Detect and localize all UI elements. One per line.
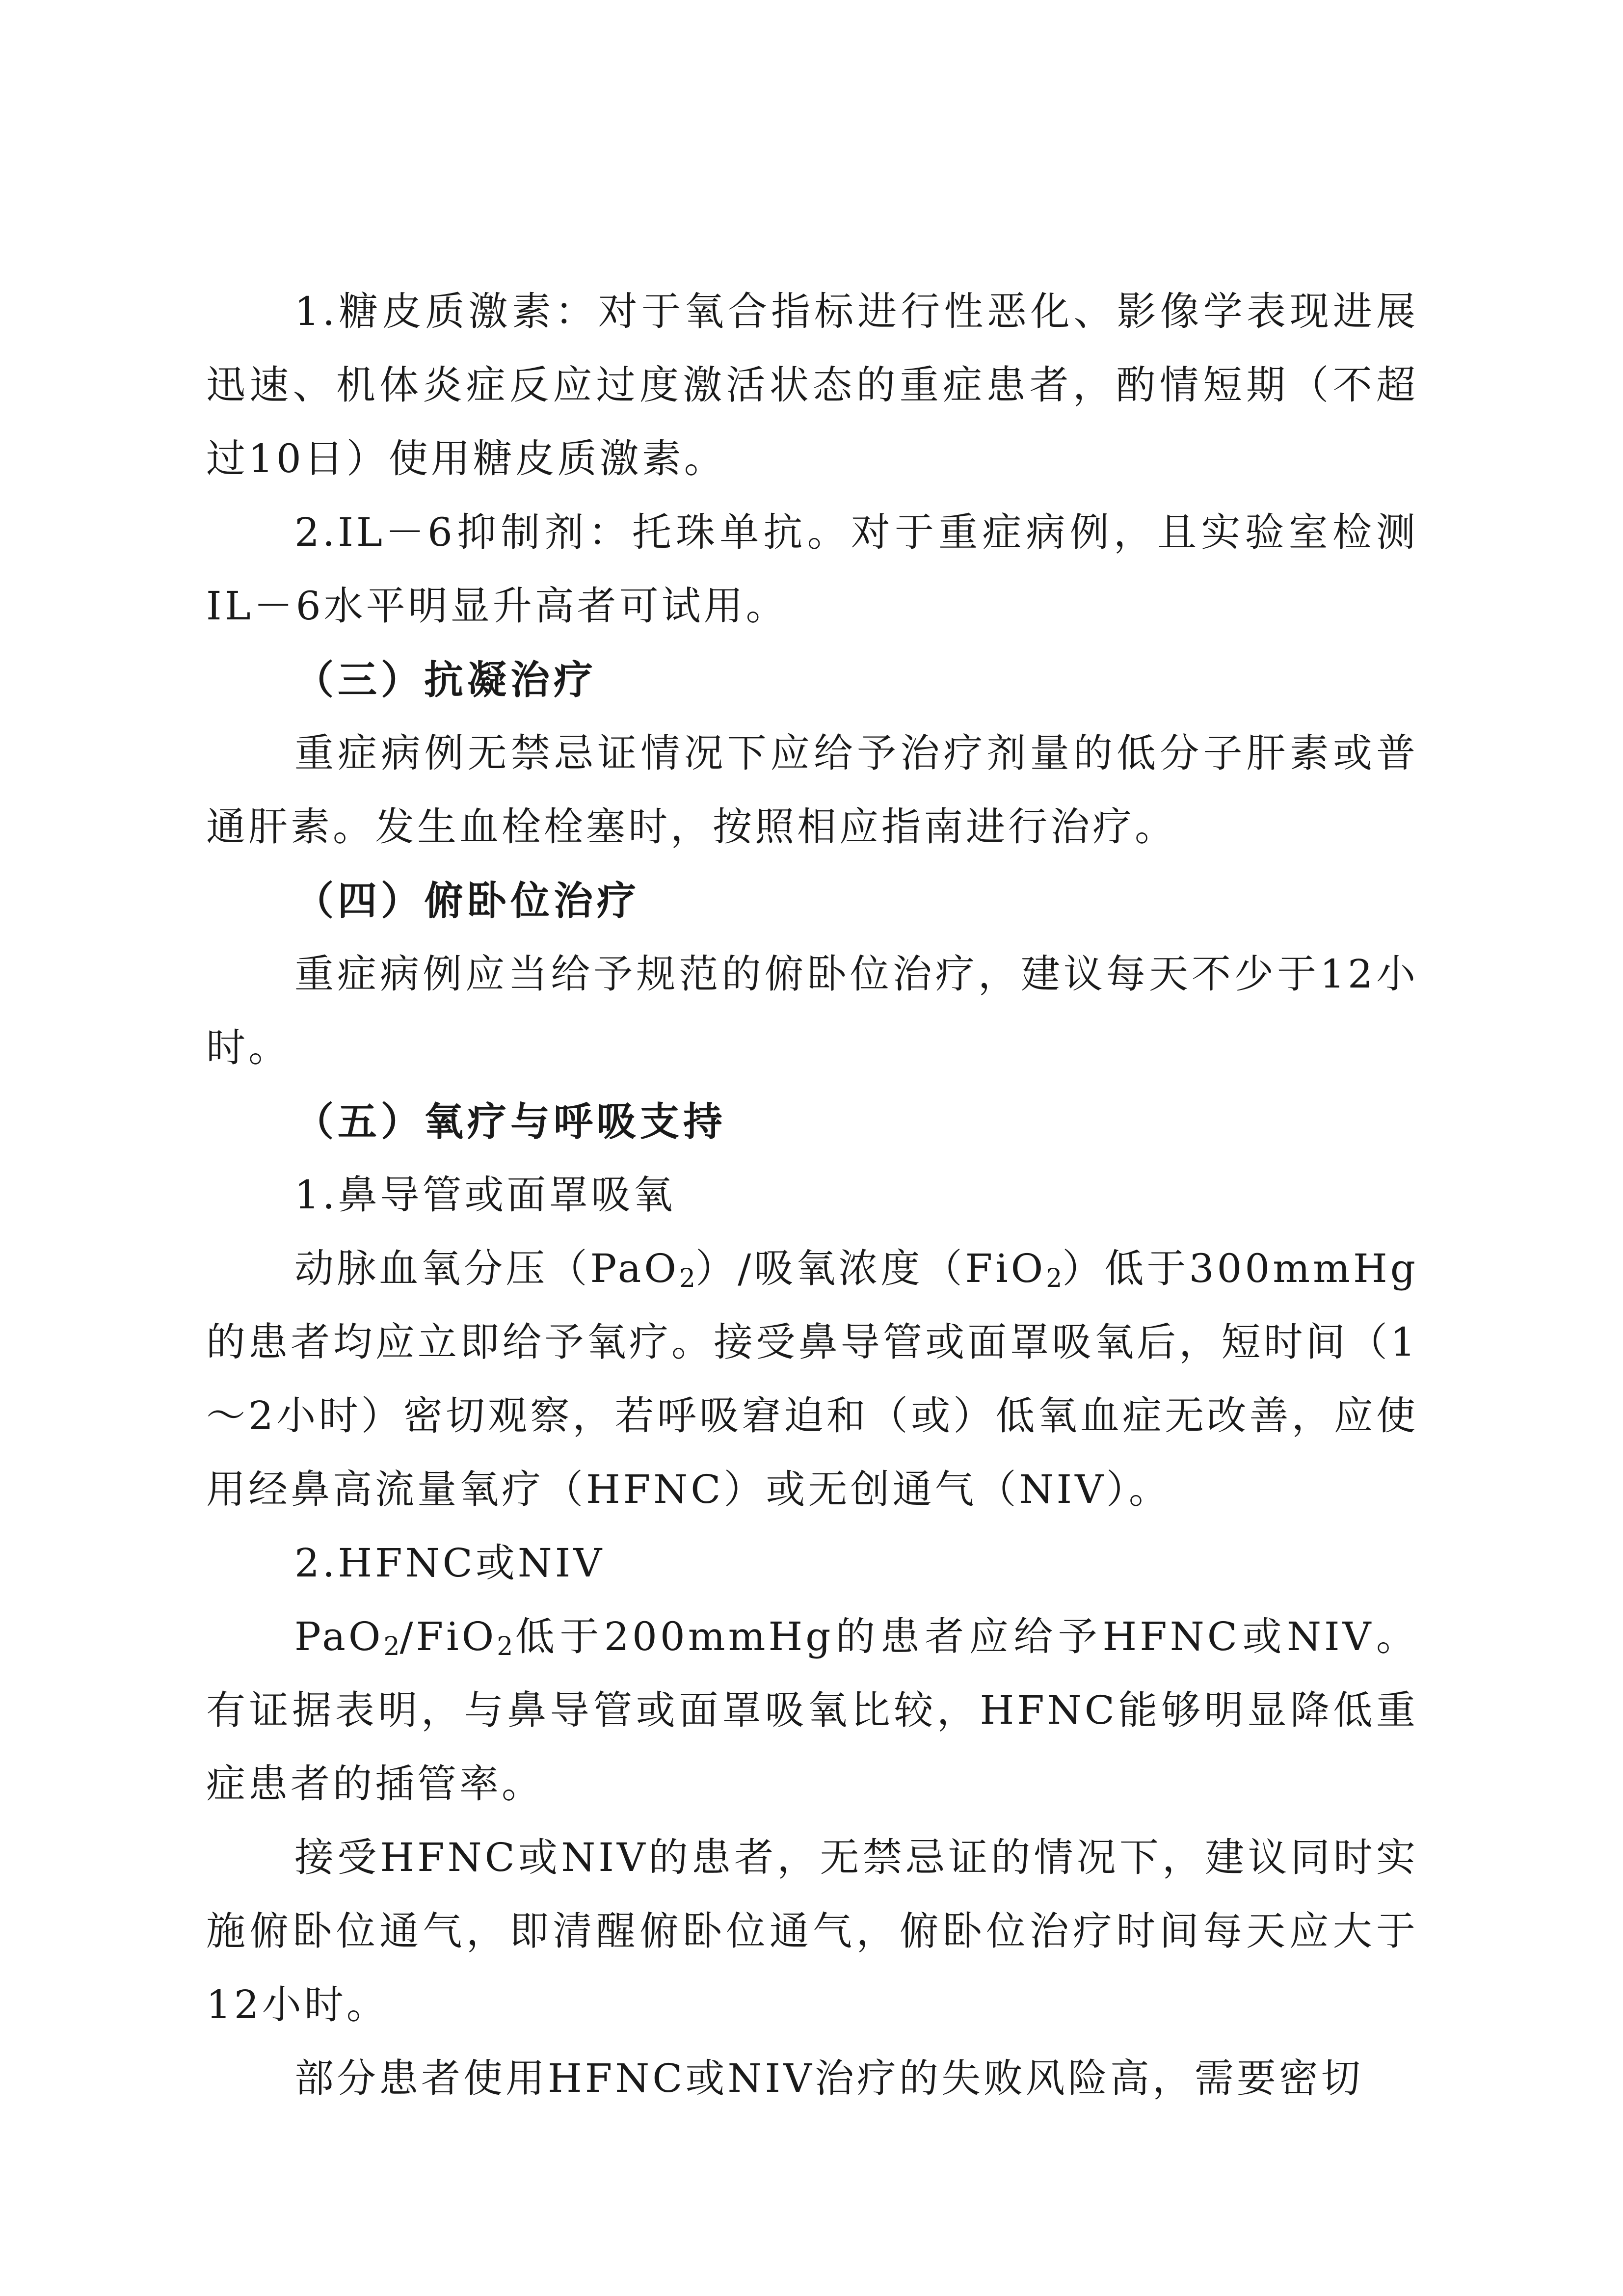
text-run: PaO [294, 1614, 384, 1659]
text-run: ）低于300mmHg的患者均应立即给予氧疗。接受鼻导管或面罩吸氧后，短时间（1～2小时）密切观察，若呼吸窘迫和（或）低氧血症无改善，应使用经鼻高流量氧疗（HFNC）或无创通气（NIV）。 [206, 1246, 1419, 1512]
para-hfnc-niv-heading: 2.HFNC或NIV [294, 1540, 605, 1586]
para-glucocorticoid: 1.糖皮质激素：对于氧合指标进行性恶化、影像学表现进展迅速、机体炎症反应过度激活状态的重症患者，酌情短期（不超过10日）使用糖皮质激素。 [206, 289, 1418, 481]
para-anticoagulation: 重症病例无禁忌证情况下应给予治疗剂量的低分子肝素或普通肝素。发生血栓栓塞时，按照相应指南进行治疗。 [206, 730, 1418, 850]
subscript: 2 [497, 1632, 513, 1661]
text-run: ）/吸氧浓度（FiO [695, 1246, 1046, 1291]
subscript: 2 [679, 1264, 696, 1293]
para-awake-prone: 接受HFNC或NIV的患者，无禁忌证的情况下，建议同时实施俯卧位通气，即清醒俯卧位通气，俯卧位治疗时间每天应大于12小时。 [206, 1835, 1418, 2028]
para-il6-inhibitor: 2.IL－6抑制剂：托珠单抗。对于重症病例，且实验室检测IL－6水平明显升高者可试用。 [206, 509, 1418, 629]
text-run: 低于200mmHg的患者应给予HFNC或NIV。有证据表明，与鼻导管或面罩吸氧比较，HFNC能够明显降低重症患者的插管率。 [206, 1614, 1418, 1807]
subscript: 2 [1046, 1264, 1063, 1293]
para-nasal-mask-heading: 1.鼻导管或面罩吸氧 [294, 1172, 676, 1218]
text-run: /FiO [399, 1614, 497, 1659]
heading-prone-position: （四）俯卧位治疗 [294, 878, 640, 924]
heading-anticoagulation: （三）抗凝治疗 [294, 657, 597, 703]
para-failure-risk: 部分患者使用HFNC或NIV治疗的失败风险高，需要密切 [294, 2056, 1363, 2101]
para-hfnc-niv [206, 1600, 1418, 1821]
para-nasal-mask [206, 1232, 1418, 1526]
heading-oxygen-therapy: （五）氧疗与呼吸支持 [294, 1098, 726, 1145]
para-prone-position: 重症病例应当给予规范的俯卧位治疗，建议每天不少于12小时。 [206, 951, 1418, 1070]
subscript: 2 [383, 1632, 400, 1661]
text-run: 动脉血氧分压（PaO [294, 1246, 679, 1291]
document-page [206, 275, 1418, 2115]
